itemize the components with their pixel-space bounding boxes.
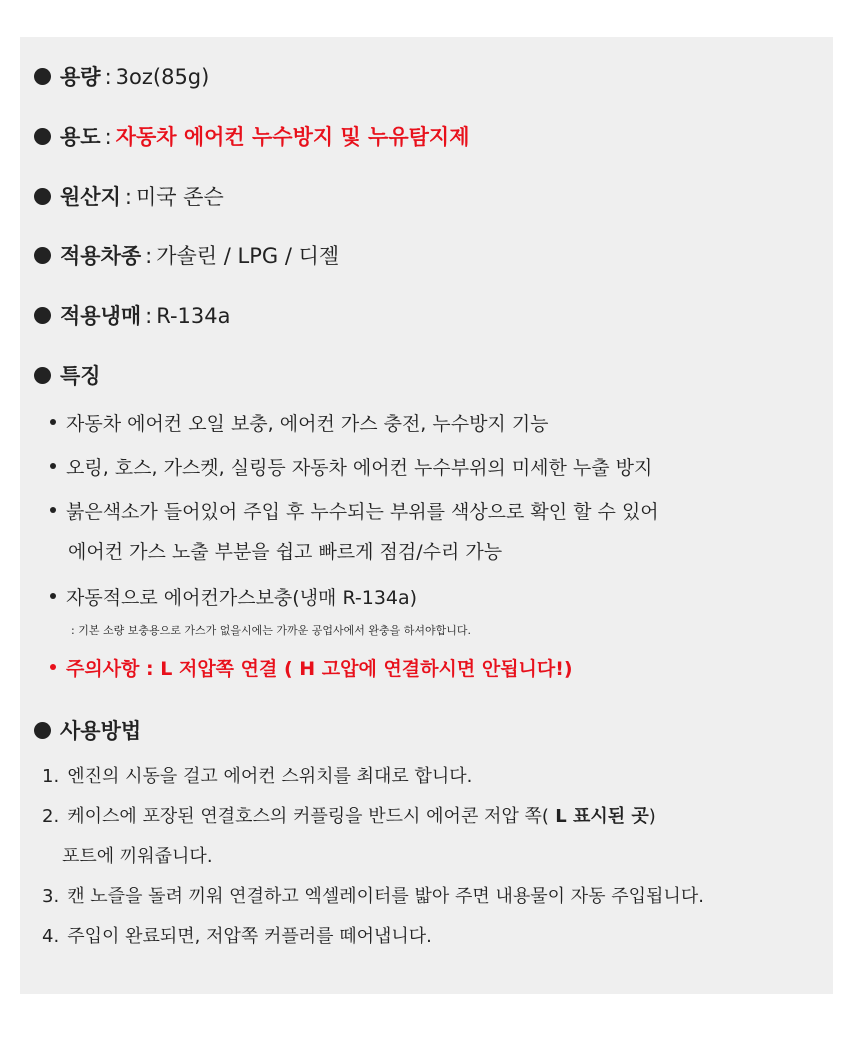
dot-icon — [50, 664, 56, 670]
spec-volume — [34, 63, 209, 91]
dot-icon — [50, 593, 56, 599]
step-number: 4. — [42, 926, 60, 947]
step-number: 3. — [42, 886, 60, 907]
spec-vehicle — [34, 242, 339, 270]
spec-value: 가솔린 / LPG / 디젤 — [156, 244, 340, 268]
howto-step — [42, 803, 656, 831]
step-text: 캔 노즐을 돌려 끼워 연결하고 엑셀레이터를 밟아 주면 내용물이 자동 주입됩니다. — [67, 886, 704, 907]
spec-label: 용도 — [60, 125, 101, 149]
spec-refrigerant — [34, 302, 231, 330]
spec-label: 적용냉매 — [60, 304, 142, 328]
warning-text: 주의사항 : L 저압쪽 연결 ( H 고압에 연결하시면 안됩니다!) — [66, 658, 573, 680]
feature-note: : 기본 소량 보충용으로 가스가 없을시에는 가까운 공업사에서 완충을 하셔야합니다. — [71, 624, 471, 637]
feature-item — [50, 410, 549, 438]
step-number: 1. — [42, 766, 60, 787]
spec-origin — [34, 183, 224, 211]
separator: : — [145, 304, 153, 328]
step-text: ) — [648, 806, 656, 827]
feature-item — [50, 454, 652, 482]
dot-icon — [50, 463, 56, 469]
howto-step — [42, 883, 704, 911]
spec-label: 원산지 — [60, 185, 121, 209]
step-text: 주입이 완료되면, 저압쪽 커플러를 떼어냅니다. — [67, 926, 432, 947]
spec-label: 적용차종 — [60, 244, 142, 268]
features-heading — [34, 362, 101, 390]
separator: : — [104, 125, 112, 149]
howto-heading — [34, 717, 141, 745]
bullet-icon — [34, 247, 51, 264]
feature-text: 자동적으로 에어컨가스보충(냉매 R-134a) — [66, 587, 418, 609]
bullet-icon — [34, 367, 51, 384]
spec-value: 3oz(85g) — [115, 65, 210, 89]
feature-text: 붉은색소가 들어있어 주입 후 누수되는 부위를 색상으로 확인 할 수 있어 — [66, 501, 659, 523]
step-text: 엔진의 시동을 걸고 에어컨 스위치를 최대로 합니다. — [67, 766, 473, 787]
warning-item — [50, 655, 573, 683]
feature-text: 자동차 에어컨 오일 보충, 에어컨 가스 충전, 누수방지 기능 — [66, 413, 549, 435]
feature-item — [50, 584, 417, 612]
howto-step — [42, 763, 472, 791]
feature-item — [50, 498, 659, 526]
howto-step — [42, 923, 432, 951]
bullet-icon — [34, 68, 51, 85]
dot-icon — [50, 507, 56, 513]
section-title: 특징 — [60, 364, 101, 388]
bullet-icon — [34, 307, 51, 324]
feature-text: 오링, 호스, 가스켓, 실링등 자동차 에어컨 누수부위의 미세한 누출 방지 — [66, 457, 653, 479]
spec-usage — [34, 123, 469, 151]
step-text: 케이스에 포장된 연결호스의 커플링을 반드시 에어콘 저압 쪽( — [67, 806, 549, 827]
dot-icon — [50, 419, 56, 425]
spec-value: R-134a — [156, 304, 231, 328]
bullet-icon — [34, 722, 51, 739]
step-text-bold: L 표시된 곳 — [548, 806, 649, 827]
step-number: 2. — [42, 806, 60, 827]
spec-value: 미국 존슨 — [135, 185, 224, 209]
howto-step-continuation: 포트에 끼워줍니다. — [62, 846, 213, 867]
bullet-icon — [34, 188, 51, 205]
spec-value-highlight: 자동차 에어컨 누수방지 및 누유탐지제 — [115, 125, 470, 149]
spec-label: 용량 — [60, 65, 101, 89]
separator: : — [145, 244, 153, 268]
feature-item-continuation: 에어컨 가스 노출 부분을 쉽고 빠르게 점검/수리 가능 — [68, 541, 503, 563]
separator: : — [124, 185, 132, 209]
bullet-icon — [34, 128, 51, 145]
separator: : — [104, 65, 112, 89]
product-info-panel — [20, 37, 833, 994]
section-title: 사용방법 — [60, 719, 142, 743]
